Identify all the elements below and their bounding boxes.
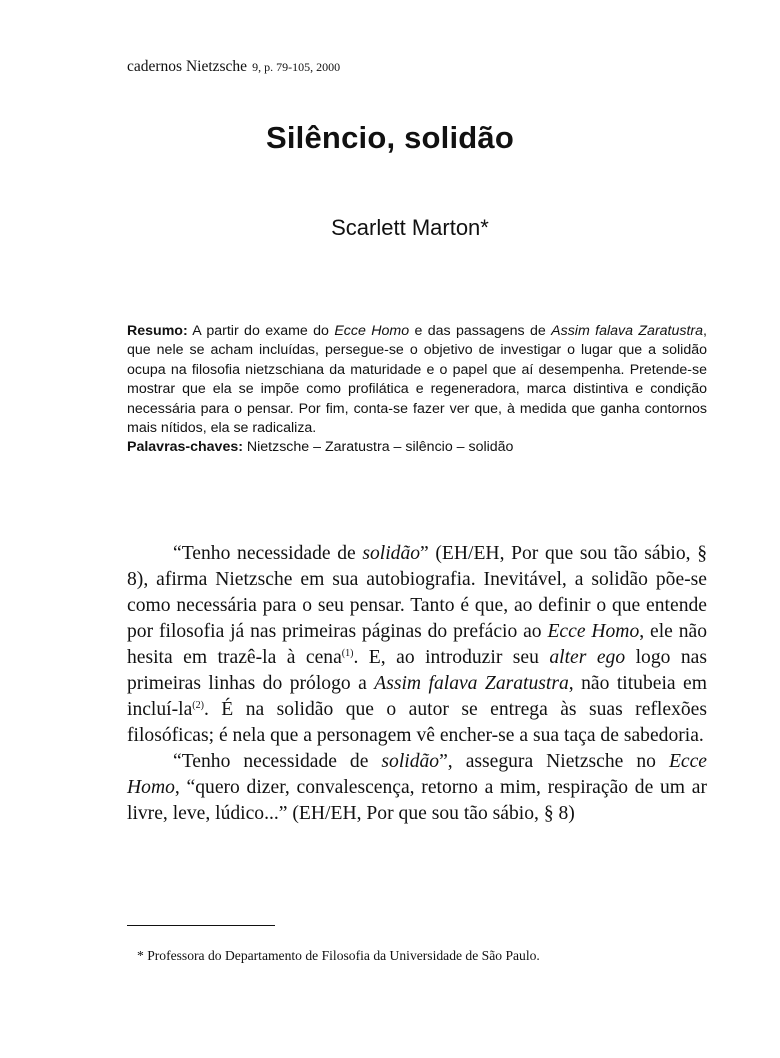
- journal-name: cadernos Nietzsche: [127, 58, 248, 75]
- footnote-ref: (1): [341, 648, 354, 659]
- keywords-label: Palavras-chaves:: [127, 439, 243, 456]
- article-title: Silêncio, solidão: [265, 120, 514, 155]
- italic-segment: Ecce Homo: [127, 751, 707, 798]
- abstract-block: [127, 322, 707, 458]
- italic-segment: Assim falava Zaratustra: [374, 673, 569, 694]
- abstract-italic: Ecce Homo: [334, 323, 410, 339]
- text-segment: logo nas primeiras linhas do prólogo a: [127, 647, 708, 694]
- italic-segment: solidão: [381, 751, 440, 772]
- text-segment: , “quero dizer, convalescença, retorno a mim, respiração de um ar livre, leve, lúdico...” (EH/EH, Por que sou tão sábio, § 8): [127, 777, 707, 824]
- paragraph-1: [127, 541, 707, 749]
- text-segment: ”, assegura Nietzsche no: [439, 751, 669, 772]
- text-segment: ” (EH/EH, Por que sou tão sábio, § 8), afirma Nietzsche em sua autobiografia. Inevitável, a solidão põe-se como necessária para o seu pensar. Tanto é que, ao definir o que entende por filosofia já nas primeiras páginas do prefácio ao: [127, 543, 707, 642]
- abstract-text: [127, 322, 707, 438]
- keywords-line: [127, 438, 707, 457]
- abstract-italic: Assim falava Zaratustra: [551, 323, 704, 339]
- italic-segment: solidão: [362, 543, 421, 564]
- footnote-rule: [127, 925, 275, 926]
- running-header: [127, 58, 340, 76]
- abstract-segment: e das passagens de: [409, 323, 552, 339]
- italic-segment: alter ego: [549, 647, 626, 668]
- text-segment: . E, ao introduzir seu: [353, 647, 550, 668]
- abstract-segment: , que nele se acham incluídas, persegue-se o objetivo de investigar o lugar que a solidão ocupa na filosofia nietzschiana da maturidade e o papel que aí desempenha. Pretende-se mostrar que ela se impõe como profilática e regeneradora, marca distintiva e condição necessária para o pensar. Por fim, conta-se fazer ver que, à medida que ganha contornos mais nítidos, ela se radicaliza.: [127, 323, 707, 437]
- body-text: [127, 541, 707, 827]
- abstract-label: Resumo:: [127, 323, 188, 339]
- author-footnote: * Professora do Departamento de Filosofia da Universidade de São Paulo.: [137, 948, 540, 963]
- text-segment: “Tenho necessidade de: [173, 543, 363, 564]
- text-segment: , não titubeia em incluí-la: [127, 673, 707, 720]
- article-author: Scarlett Marton*: [331, 215, 489, 240]
- abstract-segment: A partir do exame do: [187, 323, 335, 339]
- footnote-ref: (2): [192, 700, 204, 711]
- text-segment: . É na solidão que o autor se entrega às suas reflexões filosóficas; é nela que a personagem vê encher-se a sua taça de sabedoria.: [127, 699, 707, 746]
- paragraph-2: [127, 749, 707, 827]
- keywords-list: Nietzsche – Zaratustra – silêncio – solidão: [242, 439, 514, 456]
- text-segment: , ele não hesita em trazê-la à cena: [127, 621, 707, 668]
- text-segment: “Tenho necessidade de: [173, 751, 382, 772]
- italic-segment: Ecce Homo: [547, 621, 640, 642]
- issue-citation: 9, p. 79-105, 2000: [252, 60, 341, 74]
